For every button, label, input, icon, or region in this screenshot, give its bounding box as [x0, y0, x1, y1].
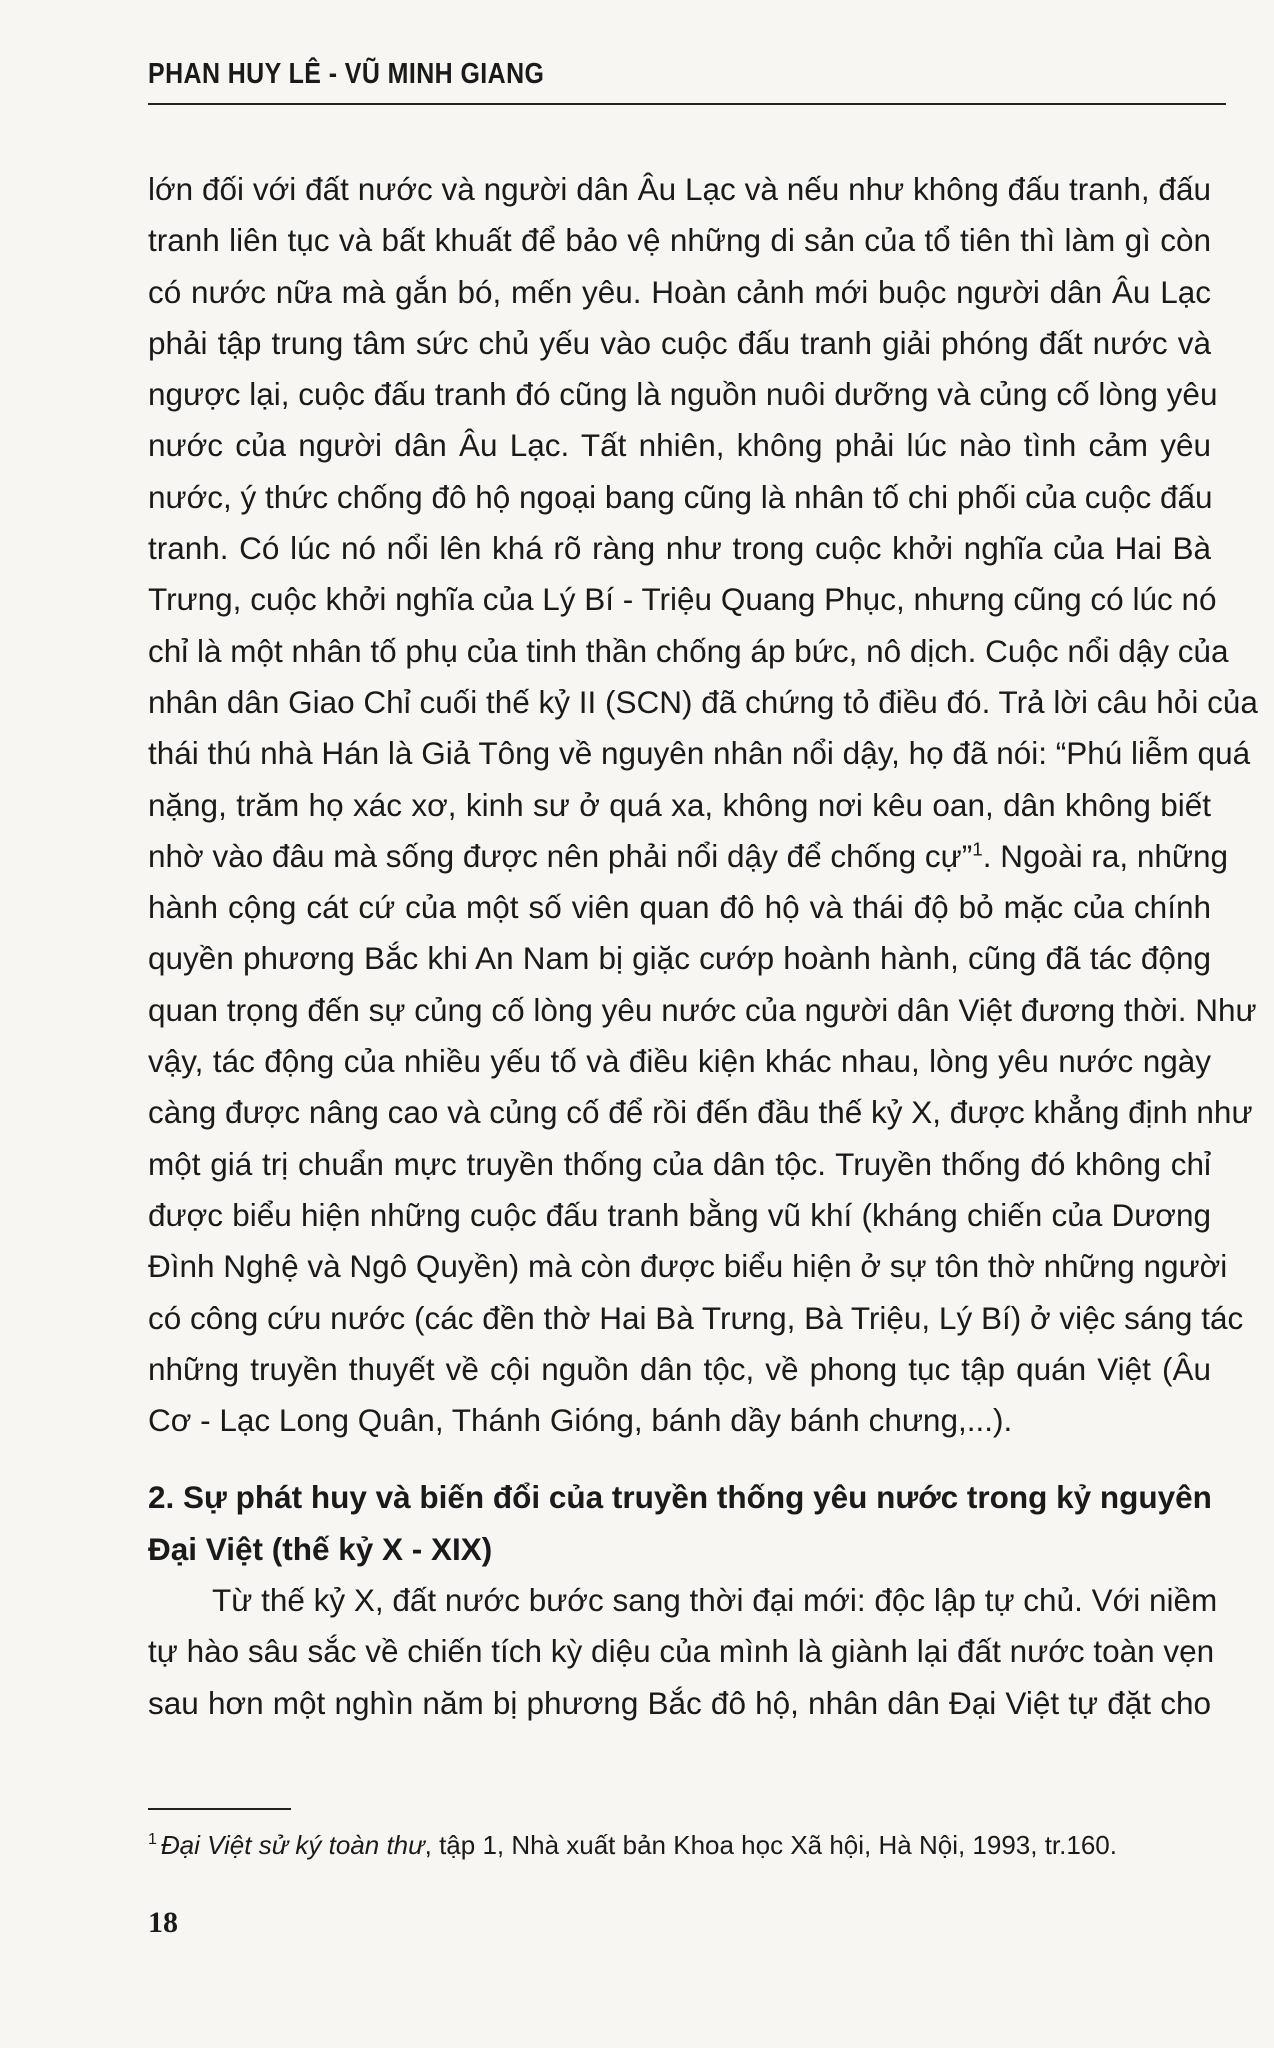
footnote-mark: 1 — [148, 1831, 157, 1849]
text-line: quyền phương Bắc khi An Nam bị giặc cướp hoành hành, cũng đã tác động — [148, 940, 1211, 977]
page-number: 18 — [148, 1906, 178, 1939]
text-line: tự hào sâu sắc về chiến tích kỳ diệu của mình là giành lại đất nước toàn vẹn — [148, 1633, 1215, 1670]
footnote-book-title: Đại Việt sử ký toàn thư — [160, 1830, 425, 1860]
text-line: lớn đối với đất nước và người dân Âu Lạc và nếu như không đấu tranh, đấu — [148, 171, 1211, 207]
text-line: sau hơn một nghìn năm bị phương Bắc đô hộ, nhân dân Đại Việt tự đặt cho — [148, 1684, 1211, 1721]
text-line-with-footnote-ref — [148, 831, 1229, 882]
text-line: phải tập trung tâm sức chủ yếu vào cuộc đấu tranh giải phóng đất nước và — [148, 324, 1211, 361]
text-line: nước, ý thức chống đô hộ ngoại bang cũng là nhân tố chi phối của cuộc đấu — [148, 478, 1213, 515]
text-line: tranh. Có lúc nó nổi lên khá rõ ràng như trong cuộc khởi nghĩa của Hai Bà — [148, 530, 1211, 567]
header-rule — [148, 103, 1226, 105]
heading-line: 2. Sự phát huy và biến đổi của truyền thống yêu nước trong kỷ nguyên — [148, 1479, 1212, 1516]
text-line: quan trọng đến sự củng cố lòng yêu nước của người dân Việt đương thời. Như — [148, 991, 1257, 1028]
text-line: hành cộng cát cứ của một số viên quan đô hộ và thái độ bỏ mặc của chính — [148, 889, 1211, 926]
text-line: có công cứu nước (các đền thờ Hai Bà Trưng, Bà Triệu, Lý Bí) ở việc sáng tác — [148, 1299, 1244, 1336]
paragraph — [148, 1575, 1218, 1729]
footnote — [148, 1830, 1117, 1861]
running-header: PHAN HUY LÊ - VŨ MINH GIANG — [148, 58, 545, 90]
text-line: nặng, trăm họ xác xơ, kinh sư ở quá xa, không nơi kêu oan, dân không biết — [148, 786, 1211, 823]
text-line: có nước nữa mà gắn bó, mến yêu. Hoàn cảnh mới buộc người dân Âu Lạc — [148, 273, 1211, 310]
text-line: vậy, tác động của nhiều yếu tố và điều kiện khác nhau, lòng yêu nước ngày — [148, 1043, 1211, 1080]
footnote-rule — [148, 1808, 291, 1810]
text-segment: nhờ vào đâu mà sống được nên phải nổi dậy để chống cự” — [148, 837, 973, 874]
heading-line: Đại Việt (thế kỷ X - XIX) — [148, 1530, 493, 1567]
paragraph — [148, 164, 1258, 1446]
text-line: một giá trị chuẩn mực truyền thống của dân tộc. Truyền thống đó không chỉ — [148, 1145, 1211, 1182]
section-heading — [148, 1472, 1211, 1575]
text-line: nhân dân Giao Chỉ cuối thế kỷ II (SCN) đã chứng tỏ điều đó. Trả lời câu hỏi của — [148, 683, 1258, 720]
text-segment: . Ngoài ra, những — [982, 837, 1229, 874]
body-text — [148, 164, 1258, 1729]
footnote-citation: , tập 1, Nhà xuất bản Khoa học Xã hội, Hà Nội, 1993, tr.160. — [424, 1830, 1117, 1860]
text-line: chỉ là một nhân tố phụ của tinh thần chống áp bức, nô dịch. Cuộc nổi dậy của — [148, 632, 1229, 669]
text-line: càng được nâng cao và củng cố để rồi đến đầu thế kỷ X, được khẳng định như — [148, 1094, 1253, 1131]
text-line: nước của người dân Âu Lạc. Tất nhiên, không phải lúc nào tình cảm yêu — [148, 427, 1211, 464]
text-line: Đình Nghệ và Ngô Quyền) mà còn được biểu hiện ở sự tôn thờ những người — [148, 1248, 1228, 1285]
text-line: thái thú nhà Hán là Giả Tông về nguyên nhân nổi dậy, họ đã nói: “Phú liễm quá — [148, 735, 1251, 772]
text-line: những truyền thuyết về cội nguồn dân tộc, về phong tục tập quán Việt (Âu — [148, 1350, 1211, 1387]
text-line: Trưng, cuộc khởi nghĩa của Lý Bí - Triệu Quang Phục, nhưng cũng có lúc nó — [148, 581, 1217, 618]
footnote-reference[interactable]: 1 — [972, 839, 983, 861]
text-line: Cơ - Lạc Long Quân, Thánh Gióng, bánh dầy bánh chưng,...). — [148, 1402, 1013, 1439]
text-line: Từ thế kỷ X, đất nước bước sang thời đại mới: độc lập tự chủ. Với niềm — [212, 1582, 1218, 1619]
text-line: được biểu hiện những cuộc đấu tranh bằng vũ khí (kháng chiến của Dương — [148, 1196, 1211, 1233]
text-line: ngược lại, cuộc đấu tranh đó cũng là nguồn nuôi dưỡng và củng cố lòng yêu — [148, 376, 1218, 413]
text-line: tranh liên tục và bất khuất để bảo vệ những di sản của tổ tiên thì làm gì còn — [148, 222, 1211, 259]
